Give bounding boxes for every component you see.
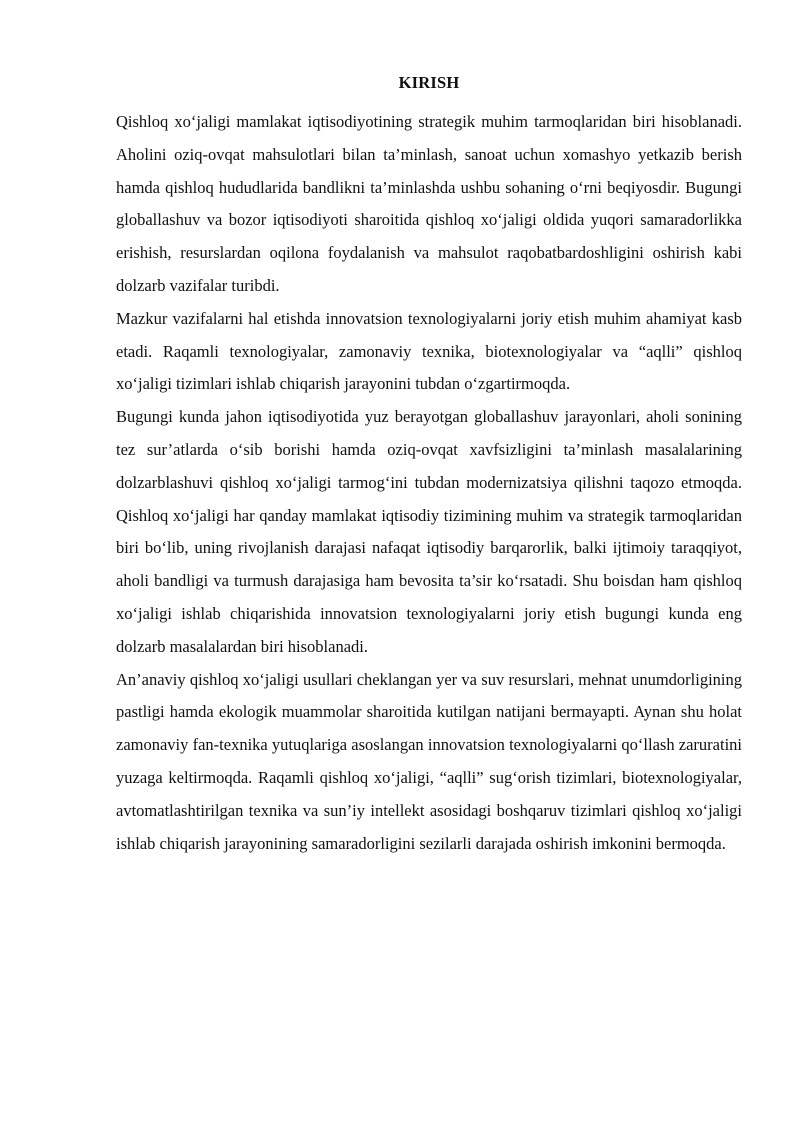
document-title: KIRISH: [398, 73, 460, 92]
paragraph-1: Qishloq xo‘jaligi mamlakat iqtisodiyotining strategik muhim tarmoqlaridan biri hisoblanadi. Aholini oziq-ovqat mahsulotlari bilan ta’minlash, sanoat uchun xomashyo yetkazib berish hamda qishloq hududlarida bandlikni ta’minlashda ushbu sohaning o‘rni beqiyosdir. Bugungi globallashuv va bozor iqtisodiyoti sharoitida qishloq xo‘jaligi oldida yuqori samaradorlikka erishish, resurslardan oqilona foydalanish va mahsulot raqobatbardoshligini oshirish kabi dolzarb vazifalar turibdi.: [116, 112, 742, 295]
paragraph-4: An’anaviy qishloq xo‘jaligi usullari cheklangan yer va suv resurslari, mehnat unumdorligining pastligi hamda ekologik muammolar sharoitida kutilgan natijani bermayapti. Aynan shu holat zamonaviy fan-texnika yutuqlariga asoslangan innovatsion texnologiyalarni qo‘llash zaruratini yuzaga keltirmoqda. Raqamli qishloq xo‘jaligi, “aqlli” sug‘orish tizimlari, biotexnologiyalar, avtomatlashtirilgan texnika va sun’iy intellekt asosidagi boshqaruv tizimlari qishloq xo‘jaligi ishlab chiqarish jarayonining samaradorligini sezilarli darajada oshirish imkonini bermoqda.: [116, 669, 742, 853]
paragraph-3: Bugungi kunda jahon iqtisodiyotida yuz berayotgan globallashuv jarayonlari, aholi sonining tez sur’atlarda o‘sib borishi hamda oziq-ovqat xavfsizligini ta’minlash masalalarining dolzarblashuvi qishloq xo‘jaligi tarmog‘ini tubdan modernizatsiya qilishni taqozo etmoqda. Qishloq xo‘jaligi har qanday mamlakat iqtisodiy tizimining muhim va strategik tarmoqlaridan biri bo‘lib, uning rivojlanish darajasi nafaqat iqtisodiy barqarorlik, balki ijtimoiy taraqqiyot, aholi bandligi va turmush darajasiga ham bevosita ta’sir ko‘rsatadi. Shu boisdan ham qishloq xo‘jaligi ishlab chiqarishida innovatsion texnologiyalarni joriy etish bugungi kunda eng dolzarb masalalardan biri hisoblanadi.: [116, 407, 742, 656]
paragraph-2: Mazkur vazifalarni hal etishda innovatsion texnologiyalarni joriy etish muhim ahamiyat kasb etadi. Raqamli texnologiyalar, zamonaviy texnika, biotexnologiyalar va “aqlli” qishloq xo‘jaligi tizimlari ishlab chiqarish jarayonini tubdan o‘zgartirmoqda.: [116, 308, 742, 394]
document-body: [116, 72, 742, 860]
